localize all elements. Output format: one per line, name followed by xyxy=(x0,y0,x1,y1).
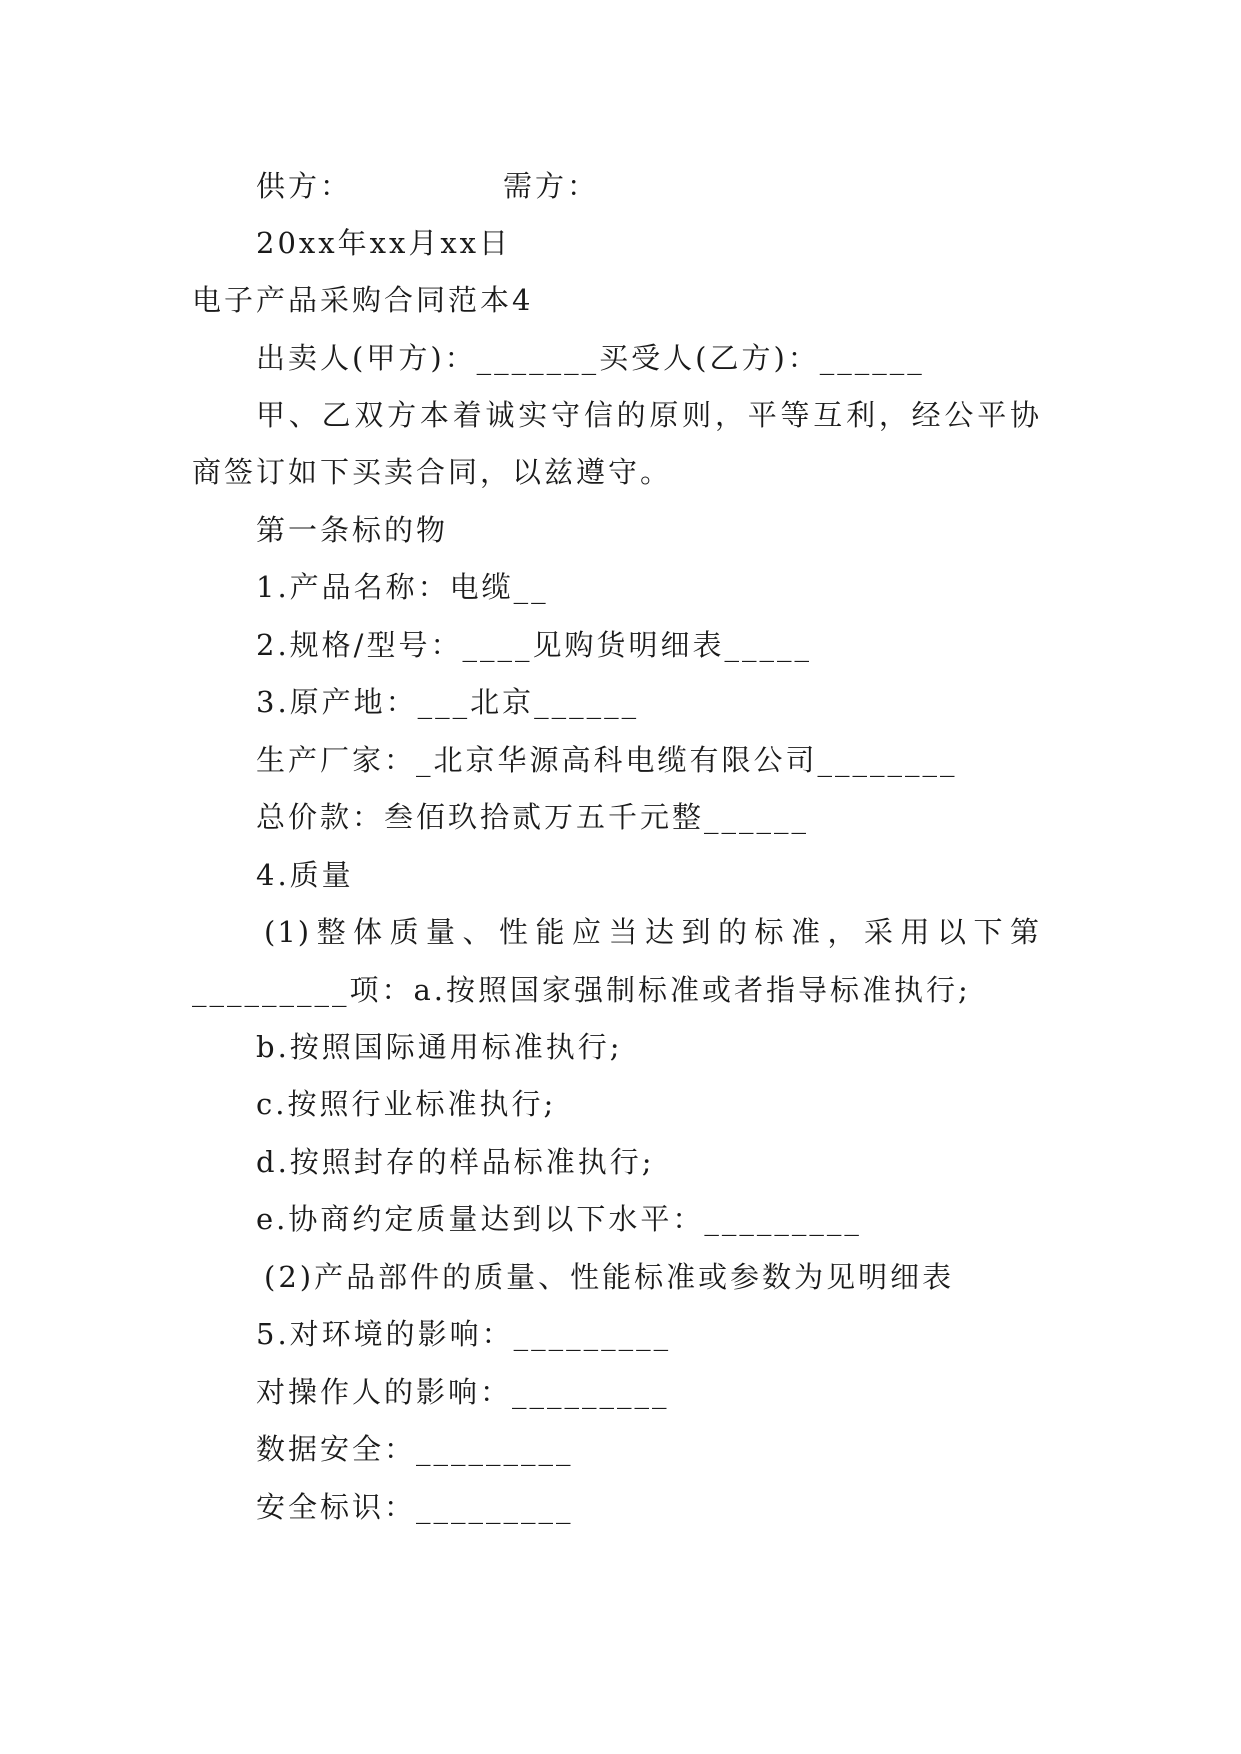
quality-e-line: e.协商约定质量达到以下水平：_________ xyxy=(256,1202,862,1236)
data-security-line: 数据安全：_________ xyxy=(256,1432,574,1466)
quality-1-line-2: _________项：a.按照国家强制标准或者指导标准执行; xyxy=(192,973,971,1007)
quality-1-line-1: (1)整体质量、性能应当达到的标准，采用以下第 xyxy=(264,915,1041,949)
preamble-line-2: 商签订如下买卖合同，以兹遵守。 xyxy=(192,455,673,489)
date-line: 20xx年xx月xx日 xyxy=(256,226,512,260)
origin-line: 3.原产地：___北京______ xyxy=(256,685,640,719)
buyer-label: 需方： xyxy=(503,169,600,203)
preamble-line-1: 甲、乙双方本着诚实守信的原则，平等互利，经公平协 xyxy=(256,398,1041,432)
parties-line: 出卖人(甲方)：_______买受人(乙方)：______ xyxy=(256,341,925,375)
quality-b-line: b.按照国际通用标准执行; xyxy=(256,1030,623,1064)
article-1-heading: 第一条标的物 xyxy=(256,513,449,547)
contract-title: 电子产品采购合同范本4 xyxy=(192,283,534,317)
quality-2-line: (2)产品部件的质量、性能标准或参数为见明细表 xyxy=(264,1260,955,1294)
env-impact-line: 5.对环境的影响：_________ xyxy=(256,1317,672,1351)
quality-c-line: c.按照行业标准执行; xyxy=(256,1087,557,1121)
spec-model-line: 2.规格/型号：____见购货明细表_____ xyxy=(256,628,812,662)
manufacturer-line: 生产厂家：_北京华源高科电缆有限公司________ xyxy=(256,743,958,777)
supplier-label: 供方： xyxy=(256,169,353,203)
quality-d-line: d.按照封存的样品标准执行; xyxy=(256,1145,655,1179)
operator-impact-line: 对操作人的影响：_________ xyxy=(256,1375,670,1409)
product-name-line: 1.产品名称：电缆__ xyxy=(256,570,549,604)
total-price-line: 总价款：叁佰玖拾贰万五千元整______ xyxy=(256,800,810,834)
quality-heading: 4.质量 xyxy=(256,858,354,892)
safety-mark-line: 安全标识：_________ xyxy=(256,1490,574,1524)
